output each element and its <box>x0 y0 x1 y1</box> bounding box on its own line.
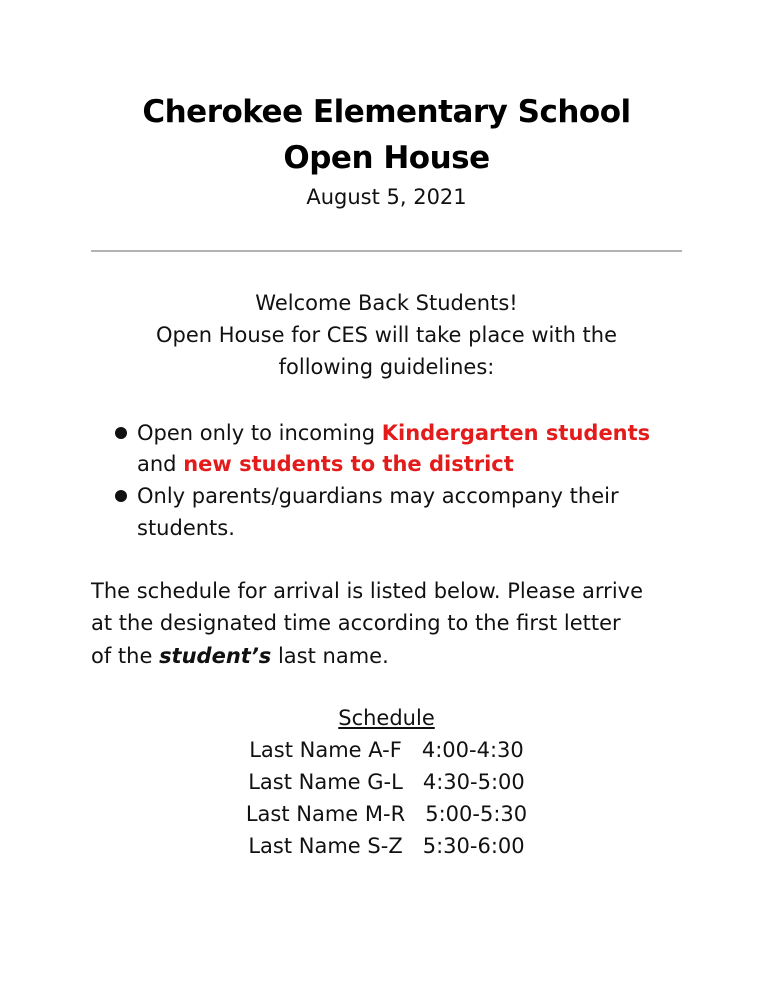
intro-line-3: following guidelines: <box>278 355 495 379</box>
schedule-row-time: 5:00-5:30 <box>425 802 528 826</box>
schedule-row-label: Last Name M-R <box>245 802 406 826</box>
event-date: August 5, 2021 <box>306 185 467 209</box>
title-line-1: Cherokee Elementary School <box>142 94 631 130</box>
arrival-line-1: The schedule for arrival is listed below. Please arrive <box>91 579 643 603</box>
guideline-1-mid: and <box>137 452 184 476</box>
intro-line-2: Open House for CES will take place with the <box>155 323 618 347</box>
horizontal-divider <box>91 250 682 252</box>
guideline-2-line-1: Only parents/guardians may accompany their <box>137 484 619 508</box>
schedule-row-time: 4:30-5:00 <box>422 770 525 794</box>
students-emphasis: student’s <box>159 644 272 668</box>
schedule-row <box>0 830 773 862</box>
schedule-row-time: 5:30-6:00 <box>422 834 525 858</box>
bullet-icon <box>115 490 127 502</box>
schedule-row-label: Last Name A-F <box>249 738 402 762</box>
arrival-line-3 <box>91 640 389 672</box>
bullet-icon <box>115 427 127 439</box>
guideline-1-line-2 <box>137 448 514 480</box>
schedule-row <box>0 766 773 798</box>
arrival-line-3-suffix: last name. <box>271 644 389 668</box>
schedule-row <box>0 734 773 766</box>
guideline-2-line-2: students. <box>137 516 235 540</box>
schedule-row-label: Last Name G-L <box>248 770 403 794</box>
schedule-row <box>0 798 773 830</box>
new-students-highlight: new students to the district <box>183 452 514 476</box>
arrival-line-2: at the designated time according to the first letter <box>91 611 621 635</box>
welcome-line: Welcome Back Students! <box>255 291 518 315</box>
title-line-2: Open House <box>283 140 490 176</box>
guideline-1-line-1 <box>137 417 650 449</box>
schedule-row-time: 4:00-4:30 <box>421 738 524 762</box>
kindergarten-highlight: Kindergarten students <box>381 421 651 445</box>
schedule-heading: Schedule <box>338 706 435 730</box>
arrival-line-3-prefix: of the <box>91 644 160 668</box>
schedule-row-label: Last Name S-Z <box>248 834 403 858</box>
guideline-1-prefix: Open only to incoming <box>137 421 382 445</box>
